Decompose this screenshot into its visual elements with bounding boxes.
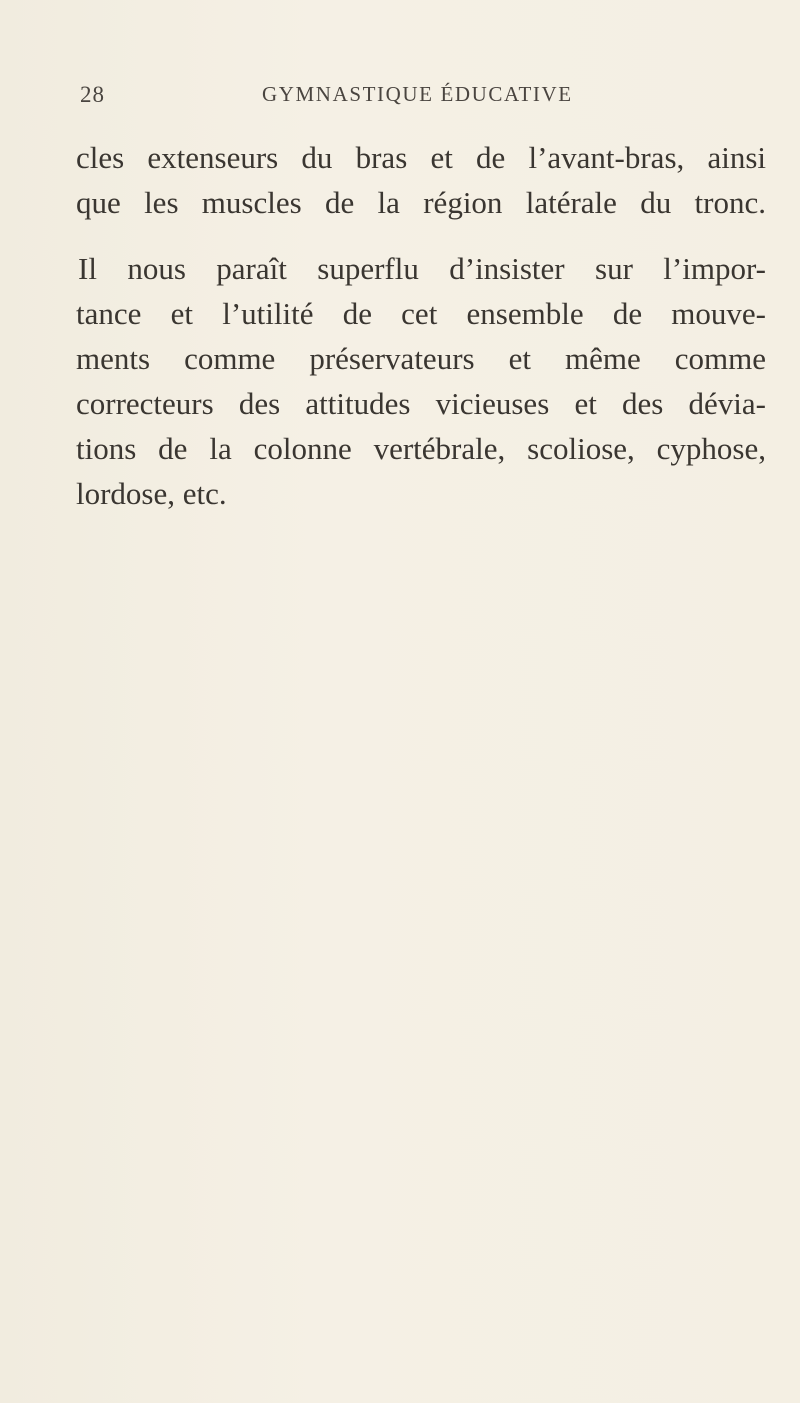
text-line: que les muscles de la région latérale du tronc. — [76, 185, 766, 220]
paragraph-1 — [76, 135, 766, 225]
paragraph-2 — [76, 246, 766, 516]
body-text — [76, 135, 766, 516]
page-header — [76, 82, 770, 112]
text-line: correcteurs des attitudes vicieuses et des dévia- — [76, 386, 766, 421]
paragraph-gap — [76, 225, 766, 246]
text-line: ments comme préservateurs et même comme — [76, 341, 766, 376]
page-number: 28 — [80, 82, 105, 107]
running-head: GYMNASTIQUE ÉDUCATIVE — [262, 82, 573, 106]
text-line: Il nous paraît superflu d’insister sur l’impor- — [78, 251, 766, 286]
text-line: tance et l’utilité de cet ensemble de mouve- — [76, 296, 766, 331]
text-line: tions de la colonne vertébrale, scoliose, cyphose, — [76, 431, 766, 466]
text-line: cles extenseurs du bras et de l’avant-bras, ainsi — [76, 140, 766, 175]
text-line: lordose, etc. — [76, 476, 227, 511]
